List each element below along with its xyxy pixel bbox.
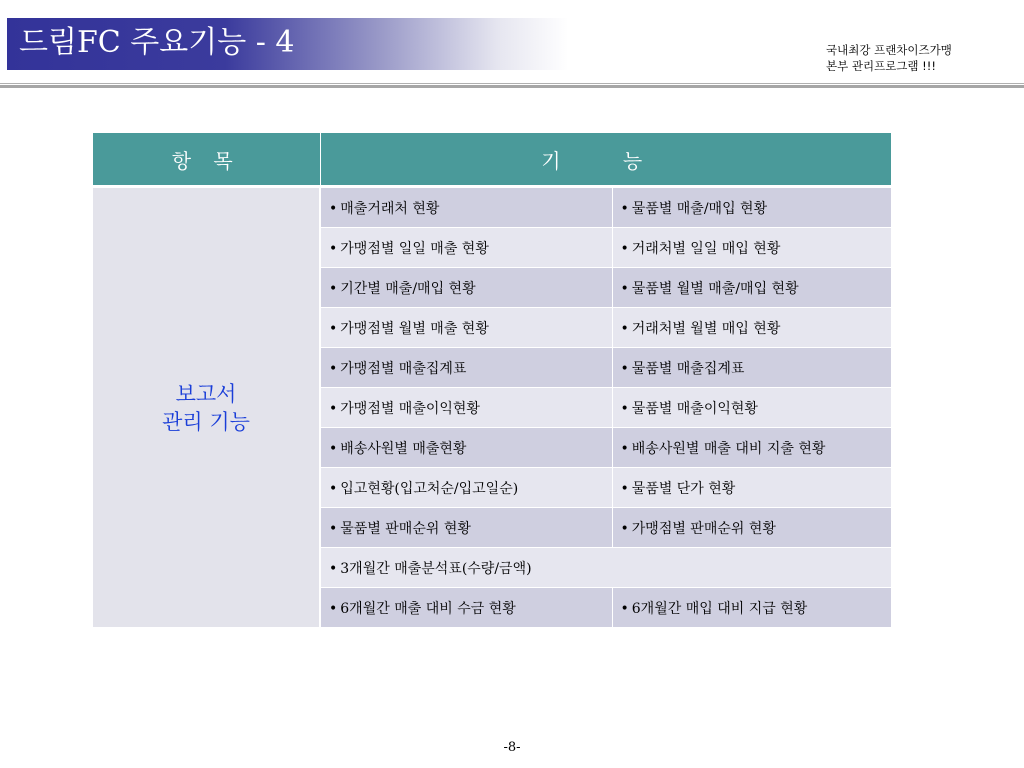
- feature-cell: [612, 268, 891, 308]
- feature-cell: [320, 508, 612, 548]
- title-bar: [7, 18, 787, 70]
- header-function: 기 능: [320, 133, 891, 187]
- feature-label: 가맹점별 일일 매출 현황: [340, 240, 489, 257]
- bullet: •: [620, 280, 629, 297]
- feature-label: 가맹점별 월별 매출 현황: [340, 320, 489, 337]
- feature-label: 물품별 판매순위 현황: [340, 520, 471, 537]
- feature-label: 3개월간 매출분석표(수량/금액): [340, 560, 532, 577]
- feature-label: 거래처별 일일 매입 현황: [631, 240, 781, 257]
- feature-label: 물품별 매출집계표: [631, 360, 745, 377]
- bullet: •: [620, 360, 629, 377]
- bullet: •: [329, 440, 338, 457]
- bullet: •: [620, 600, 629, 617]
- feature-cell: [612, 228, 891, 268]
- page-title: 드림FC 주요기능 - 4: [19, 25, 295, 60]
- feature-label: 6개월간 매입 대비 지급 현황: [631, 600, 808, 617]
- subtitle-line-2: 본부 관리프로그램 !!!: [826, 59, 937, 73]
- feature-cell: [320, 308, 612, 348]
- bullet: •: [620, 240, 629, 257]
- feature-cell: [320, 187, 612, 228]
- bullet: •: [329, 520, 338, 537]
- bullet: •: [329, 280, 338, 297]
- feature-cell: [612, 508, 891, 548]
- feature-label: 거래처별 월별 매입 현황: [631, 320, 781, 337]
- feature-label: 가맹점별 매출이익현황: [340, 400, 480, 417]
- feature-cell: [612, 388, 891, 428]
- category-line-1: 보고서: [175, 381, 237, 406]
- header-divider-thin: [0, 83, 1024, 84]
- feature-label: 배송사원별 매출 대비 지출 현황: [631, 440, 826, 457]
- subtitle-line-1: 국내최강 프랜차이즈가맹: [826, 43, 952, 57]
- feature-cell: [320, 388, 612, 428]
- feature-cell: [320, 268, 612, 308]
- header-divider-thick: [0, 85, 1024, 88]
- bullet: •: [329, 320, 338, 337]
- feature-cell: [612, 588, 891, 628]
- feature-label: 입고현황(입고처순/입고일순): [340, 480, 519, 497]
- bullet: •: [329, 200, 338, 217]
- feature-table: [93, 133, 891, 627]
- bullet: •: [329, 480, 338, 497]
- feature-label: 물품별 월별 매출/매입 현황: [631, 280, 799, 297]
- table-row: [93, 187, 891, 228]
- feature-label: 물품별 단가 현황: [631, 480, 736, 497]
- feature-cell: [320, 428, 612, 468]
- feature-label: 6개월간 매출 대비 수금 현황: [340, 600, 516, 617]
- bullet: •: [620, 480, 629, 497]
- feature-label: 배송사원별 매출현황: [340, 440, 467, 457]
- category-cell: [93, 187, 320, 628]
- page-number: -8-: [503, 740, 521, 755]
- feature-cell: [612, 468, 891, 508]
- feature-cell: [320, 548, 891, 588]
- category-line-2: 관리 기능: [162, 409, 250, 434]
- feature-label: 기간별 매출/매입 현황: [340, 280, 476, 297]
- bullet: •: [329, 240, 338, 257]
- feature-label: 가맹점별 매출집계표: [340, 360, 467, 377]
- feature-cell: [612, 348, 891, 388]
- table-header-row: [93, 133, 891, 187]
- bullet: •: [329, 360, 338, 377]
- feature-label: 물품별 매출이익현황: [631, 400, 758, 417]
- feature-label: 가맹점별 판매순위 현황: [631, 520, 776, 537]
- feature-cell: [320, 468, 612, 508]
- bullet: •: [329, 600, 338, 617]
- feature-cell: [320, 588, 612, 628]
- bullet: •: [620, 320, 629, 337]
- bullet: •: [620, 200, 629, 217]
- bullet: •: [620, 440, 629, 457]
- bullet: •: [620, 400, 629, 417]
- feature-cell: [320, 228, 612, 268]
- feature-cell: [612, 428, 891, 468]
- header-item: 항 목: [93, 133, 320, 187]
- header-subtitle: [826, 42, 952, 74]
- feature-cell: [612, 187, 891, 228]
- feature-cell: [320, 348, 612, 388]
- bullet: •: [329, 560, 338, 577]
- feature-label: 물품별 매출/매입 현황: [631, 200, 768, 217]
- bullet: •: [620, 520, 629, 537]
- bullet: •: [329, 400, 338, 417]
- feature-cell: [612, 308, 891, 348]
- feature-label: 매출거래처 현황: [340, 200, 440, 217]
